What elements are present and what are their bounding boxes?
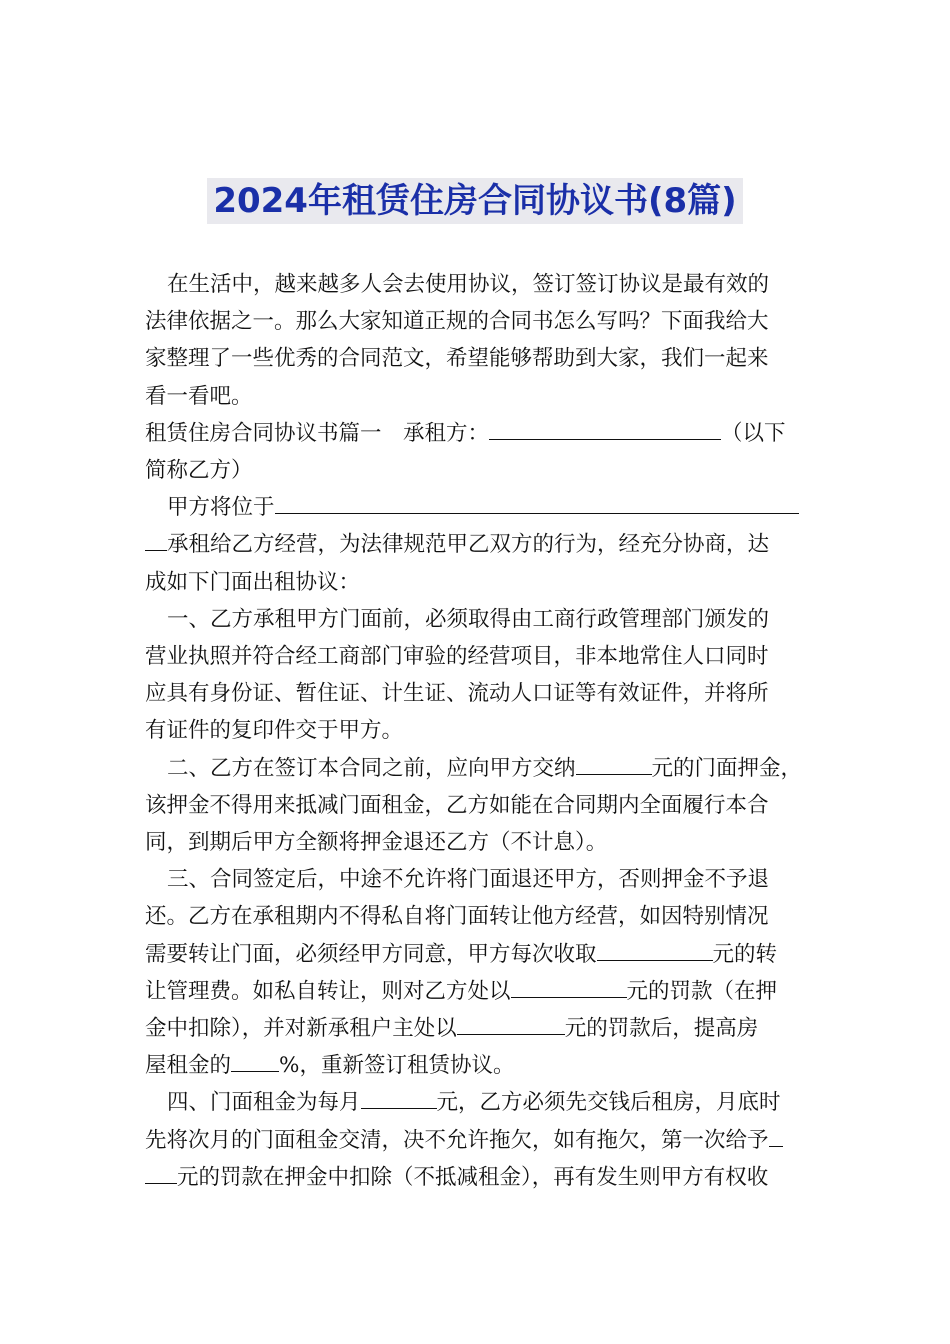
clause2-line: 该押金不得用来抵减门面租金，乙方如能在合同期内全面履行本合 bbox=[145, 792, 769, 818]
clause-1 bbox=[145, 601, 809, 750]
heading-line bbox=[145, 415, 809, 452]
clause-2 bbox=[145, 750, 809, 862]
late-fine-blank-start bbox=[769, 1124, 783, 1147]
clause4-l1-prefix: 四、门面租金为每月 bbox=[167, 1090, 361, 1116]
location-blank-cont bbox=[145, 528, 167, 551]
clause4-l1-suffix: 元，乙方必须先交钱后租房，月底时 bbox=[436, 1090, 781, 1116]
clause2-line bbox=[145, 750, 809, 787]
clause3-l6-suffix: %，重新签订租赁协议。 bbox=[279, 1053, 515, 1079]
transfer-fee-blank bbox=[597, 938, 713, 961]
section-heading-label: 租赁住房合同协议书篇一 承租方： bbox=[145, 420, 490, 446]
location-paragraph bbox=[145, 489, 809, 601]
clause4-l2: 先将次月的门面租金交清，决不允许拖欠，如有拖欠，第一次给予 bbox=[145, 1127, 769, 1153]
intro-paragraph bbox=[145, 266, 809, 415]
location-blank bbox=[275, 491, 799, 514]
document-body bbox=[145, 266, 809, 1196]
clause3-l6-prefix: 屋租金的 bbox=[145, 1053, 232, 1079]
clause1-line: 营业执照并符合经工商部门审验的经营项目，非本地常住人口同时 bbox=[145, 644, 769, 670]
clause3-line bbox=[145, 1010, 809, 1047]
clause3-l4-suffix: 元的罚款（在押 bbox=[626, 978, 778, 1004]
late-fine-blank-cont bbox=[145, 1161, 177, 1184]
clause4-line bbox=[145, 1159, 809, 1196]
intro-line: 家整理了一些优秀的合同范文，希望能够帮助到大家，我们一起来 bbox=[145, 346, 769, 372]
fine-blank bbox=[511, 975, 627, 998]
clause3-line bbox=[145, 1047, 809, 1084]
clause3-line bbox=[145, 936, 809, 973]
heading-after: （以下 bbox=[721, 420, 786, 446]
clause1-line: 应具有身份证、暂住证、计生证、流动人口证等有效证件，并将所 bbox=[145, 681, 769, 707]
location-line bbox=[145, 526, 809, 563]
clause2-suffix: 元的门面押金， bbox=[651, 755, 803, 781]
title-container bbox=[0, 178, 950, 224]
location-cont: 承租给乙方经营，为法律规范甲乙双方的行为，经充分协商，达 bbox=[167, 532, 770, 558]
clause3-line bbox=[145, 973, 809, 1010]
intro-line: 法律依据之一。那么大家知道正规的合同书怎么写吗？下面我给大 bbox=[145, 309, 769, 335]
heading-paragraph bbox=[145, 415, 809, 489]
heading-cont: 简称乙方） bbox=[145, 458, 253, 484]
clause4-line bbox=[145, 1084, 809, 1121]
clause3-l5-prefix: 金中扣除），并对新承租户主处以 bbox=[145, 1016, 457, 1042]
location-last: 成如下门面出租协议： bbox=[145, 569, 361, 595]
location-line bbox=[145, 489, 809, 526]
clause-4 bbox=[145, 1084, 809, 1196]
clause-3 bbox=[145, 861, 809, 1084]
intro-line: 看一看吧。 bbox=[145, 383, 253, 409]
monthly-rent-blank bbox=[361, 1086, 437, 1109]
clause3-line: 还。乙方在承租期内不得私自将门面转让他方经营，如因特别情况 bbox=[145, 904, 769, 930]
deposit-blank bbox=[576, 752, 652, 775]
clause1-line: 一、乙方承租甲方门面前，必须取得由工商行政管理部门颁发的 bbox=[167, 606, 770, 632]
clause4-l3-suffix: 元的罚款在押金中扣除（不抵减租金），再有发生则甲方有权收 bbox=[177, 1164, 769, 1190]
clause3-line: 三、合同签定后，中途不允许将门面退还甲方，否则押金不予退 bbox=[167, 867, 770, 893]
clause4-line bbox=[145, 1122, 809, 1159]
clause3-l4-prefix: 让管理费。如私自转让，则对乙方处以 bbox=[145, 978, 511, 1004]
clause3-l3-suffix: 元的转 bbox=[712, 941, 778, 967]
clause1-line: 有证件的复印件交于甲方。 bbox=[145, 718, 404, 744]
clause3-l3-prefix: 需要转让门面，必须经甲方同意，甲方每次收取 bbox=[145, 941, 597, 967]
new-tenant-fine-blank bbox=[457, 1012, 565, 1035]
clause2-prefix: 二、乙方在签订本合同之前，应向甲方交纳 bbox=[167, 755, 576, 781]
clause3-l5-suffix: 元的罚款后，提高房 bbox=[564, 1016, 759, 1042]
tenant-name-blank bbox=[489, 417, 721, 440]
intro-line: 在生活中，越来越多人会去使用协议，签订签订协议是最有效的 bbox=[167, 272, 770, 297]
location-prefix: 甲方将位于 bbox=[167, 495, 275, 521]
document-title: 2024年租赁住房合同协议书(8篇) bbox=[207, 178, 742, 224]
clause2-line: 同，到期后甲方全额将押金退还乙方（不计息）。 bbox=[145, 830, 608, 856]
rent-increase-blank bbox=[231, 1049, 279, 1072]
